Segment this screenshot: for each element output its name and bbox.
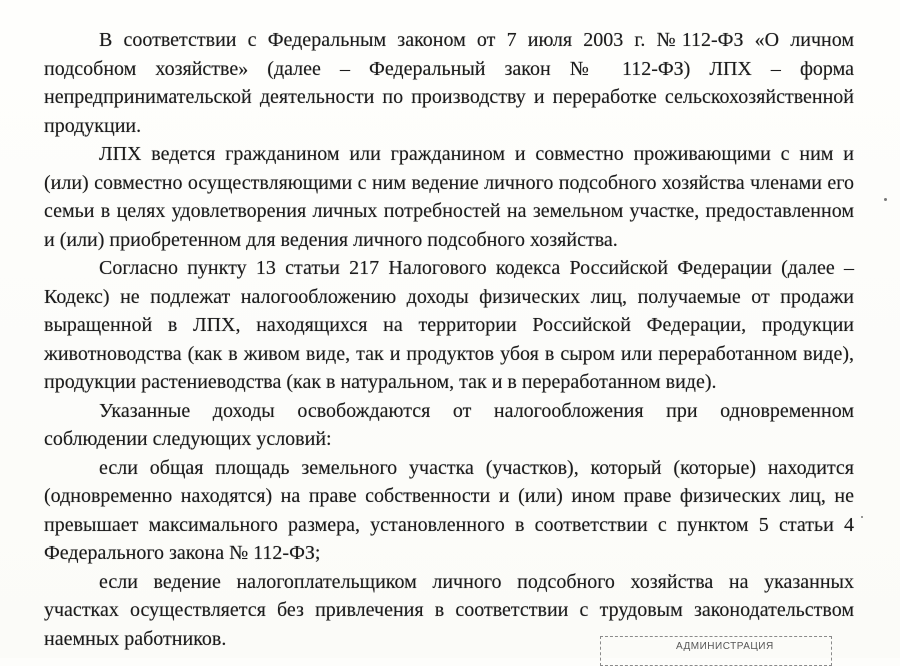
paragraph-condition-area: если общая площадь земельного участка (участков), который (которые) находится (одновременно находятся) на праве собственности и (или) ином праве физических лиц, не превышает максимального размера, установленного в соответствии с пунктом 5 статьи 4 Федерального закона № 112-ФЗ; <box>44 456 854 564</box>
paragraph-lph-conduct: ЛПХ ведется гражданином или гражданином и совместно проживающими с ним и (или) совместно осуществляющими с ним ведение личного подсобного хозяйства членами его семьи в целях удовлетворения личных потребностей на земельном участке, предоставленном и (или) приобретенном для ведения личного подсобного хозяйства. <box>44 143 854 251</box>
paragraph-exemption-conditions: Указанные доходы освобождаются от налогообложения при одновременном соблюдении следующих условий: <box>44 399 854 450</box>
scan-speck <box>861 516 863 518</box>
document-body <box>44 26 854 653</box>
paragraph-condition-workers: если ведение налогоплательщиком личного подсобного хозяйства на указанных участках осуществляется без привлечения в соответствии с трудовым законодательством наемных работников. <box>44 570 854 650</box>
stamp-label: АДМИНИСТРАЦИЯ <box>676 641 774 652</box>
scan-speck <box>884 198 887 201</box>
paragraph-tax-code: Согласно пункту 13 статьи 217 Налогового кодекса Российской Федерации (далее – Кодекс) не подлежат налогообложению доходы физических лиц, получаемые от продажи выращенной в ЛПХ, находящихся на территории Российской Федерации, продукции животноводства (как в живом виде, так и продуктов убоя в сыром или переработанном виде), продукции растениеводства (как в натуральном, так и в переработанном виде). <box>44 257 854 393</box>
paragraph-law-definition: В соответствии с Федеральным законом от 7 июля 2003 г. №112-ФЗ «О личном подсобном хозяйстве» (далее – Федеральный закон № 112-ФЗ) ЛПХ – форма непредпринимательской деятельности по производству и переработке сельскохозяйственной продукции. <box>44 29 854 137</box>
